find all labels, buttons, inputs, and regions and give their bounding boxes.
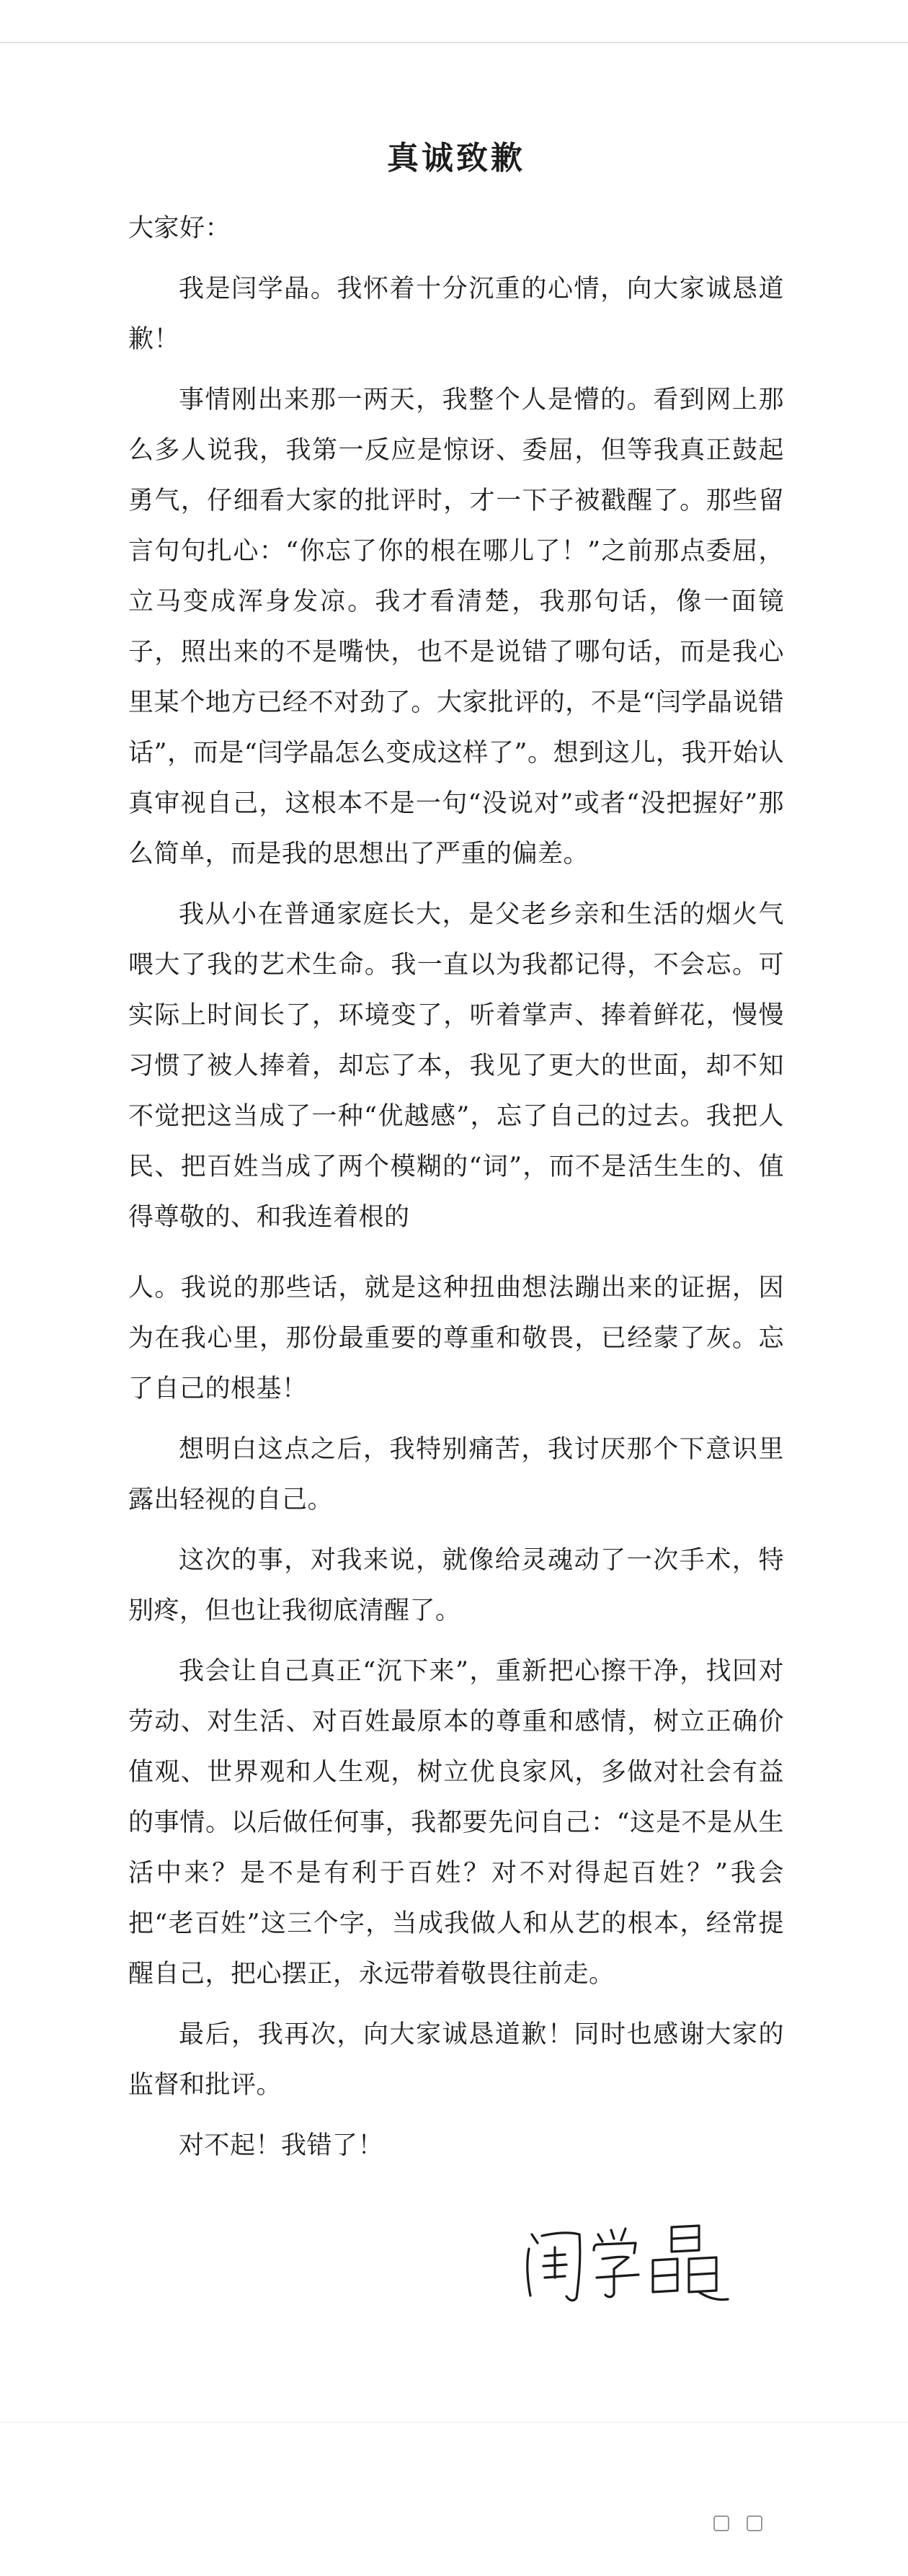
paragraph-4: 想明白这点之后，我特别痛苦，我讨厌那个下意识里露出轻视的自己。 xyxy=(128,1435,784,1514)
image-toolbar xyxy=(713,2515,762,2531)
more-icon[interactable] xyxy=(747,2515,762,2531)
paragraph-5: 这次的事，对我来说，就像给灵魂动了一次手术，特别疼，但也让我彻底清醒了。 xyxy=(128,1546,784,1625)
handwritten-signature xyxy=(519,2206,735,2314)
paragraph-1: 我是闫学晶。我怀着十分沉重的心情，向大家诚恳道歉！ xyxy=(128,275,784,354)
paragraph-3-continued: 人。我说的那些话，就是这种扭曲想法蹦出来的证据，因为在我心里，那份最重要的尊重和敬畏，已经蒙了灰。忘了自己的根基！ xyxy=(128,1274,784,1403)
salutation: 大家好： xyxy=(128,214,231,243)
apology-letter xyxy=(128,137,784,2181)
paragraph-3: 我从小在普通家庭长大，是父老乡亲和生活的烟火气喂大了我的艺术生命。我一直以为我都记得，不会忘。可实际上时间长了，环境变了，听着掌声、捧着鲜花，慢慢习惯了被人捧着，却忘了本，我见了更大的世面，却不知不觉把这当成了一种“优越感”，忘了自己的过去。我把人民、把百姓当成了两个模糊的“词”，而不是活生生的、值得尊敬的、和我连着根的 xyxy=(128,900,784,1232)
top-divider xyxy=(0,42,908,43)
expand-icon[interactable] xyxy=(713,2515,729,2531)
closing-line: 对不起！我错了！ xyxy=(179,2131,384,2160)
paragraph-6: 我会让自己真正“沉下来”，重新把心擦干净，找回对劳动、对生活、对百姓最原本的尊重和感情，树立正确价值观、世界观和人生观，树立优良家风，多做对社会有益的事情。以后做任何事，我都要先问自己：“这是不是从生活中来？是不是有利于百姓？对不对得起百姓？”我会把“老百姓”这三个字，当成我做人和从艺的根本，经常提醒自己，把心摆正，永远带着敬畏往前走。 xyxy=(128,1657,784,1989)
paragraph-2: 事情刚出来那一两天，我整个人是懵的。看到网上那么多人说我，我第一反应是惊讶、委屈，但等我真正鼓起勇气，仔细看大家的批评时，才一下子被戳醒了。那些留言句句扎心：“你忘了你的根在哪儿了！”之前那点委屈，立马变成浑身发凉。我才看清楚，我那句话，像一面镜子，照出来的不是嘴快，也不是说错了哪句话，而是我心里某个地方已经不对劲了。大家批评的，不是“闫学晶说错话”，而是“闫学晶怎么变成这样了”。想到这儿，我开始认真审视自己，这根本不是一句“没说对”或者“没把握好”那么简单，而是我的思想出了严重的偏差。 xyxy=(128,386,784,869)
paragraph-7: 最后，我再次，向大家诚恳道歉！同时也感谢大家的监督和批评。 xyxy=(128,2020,784,2100)
letter-title: 真诚致歉 xyxy=(387,140,525,177)
